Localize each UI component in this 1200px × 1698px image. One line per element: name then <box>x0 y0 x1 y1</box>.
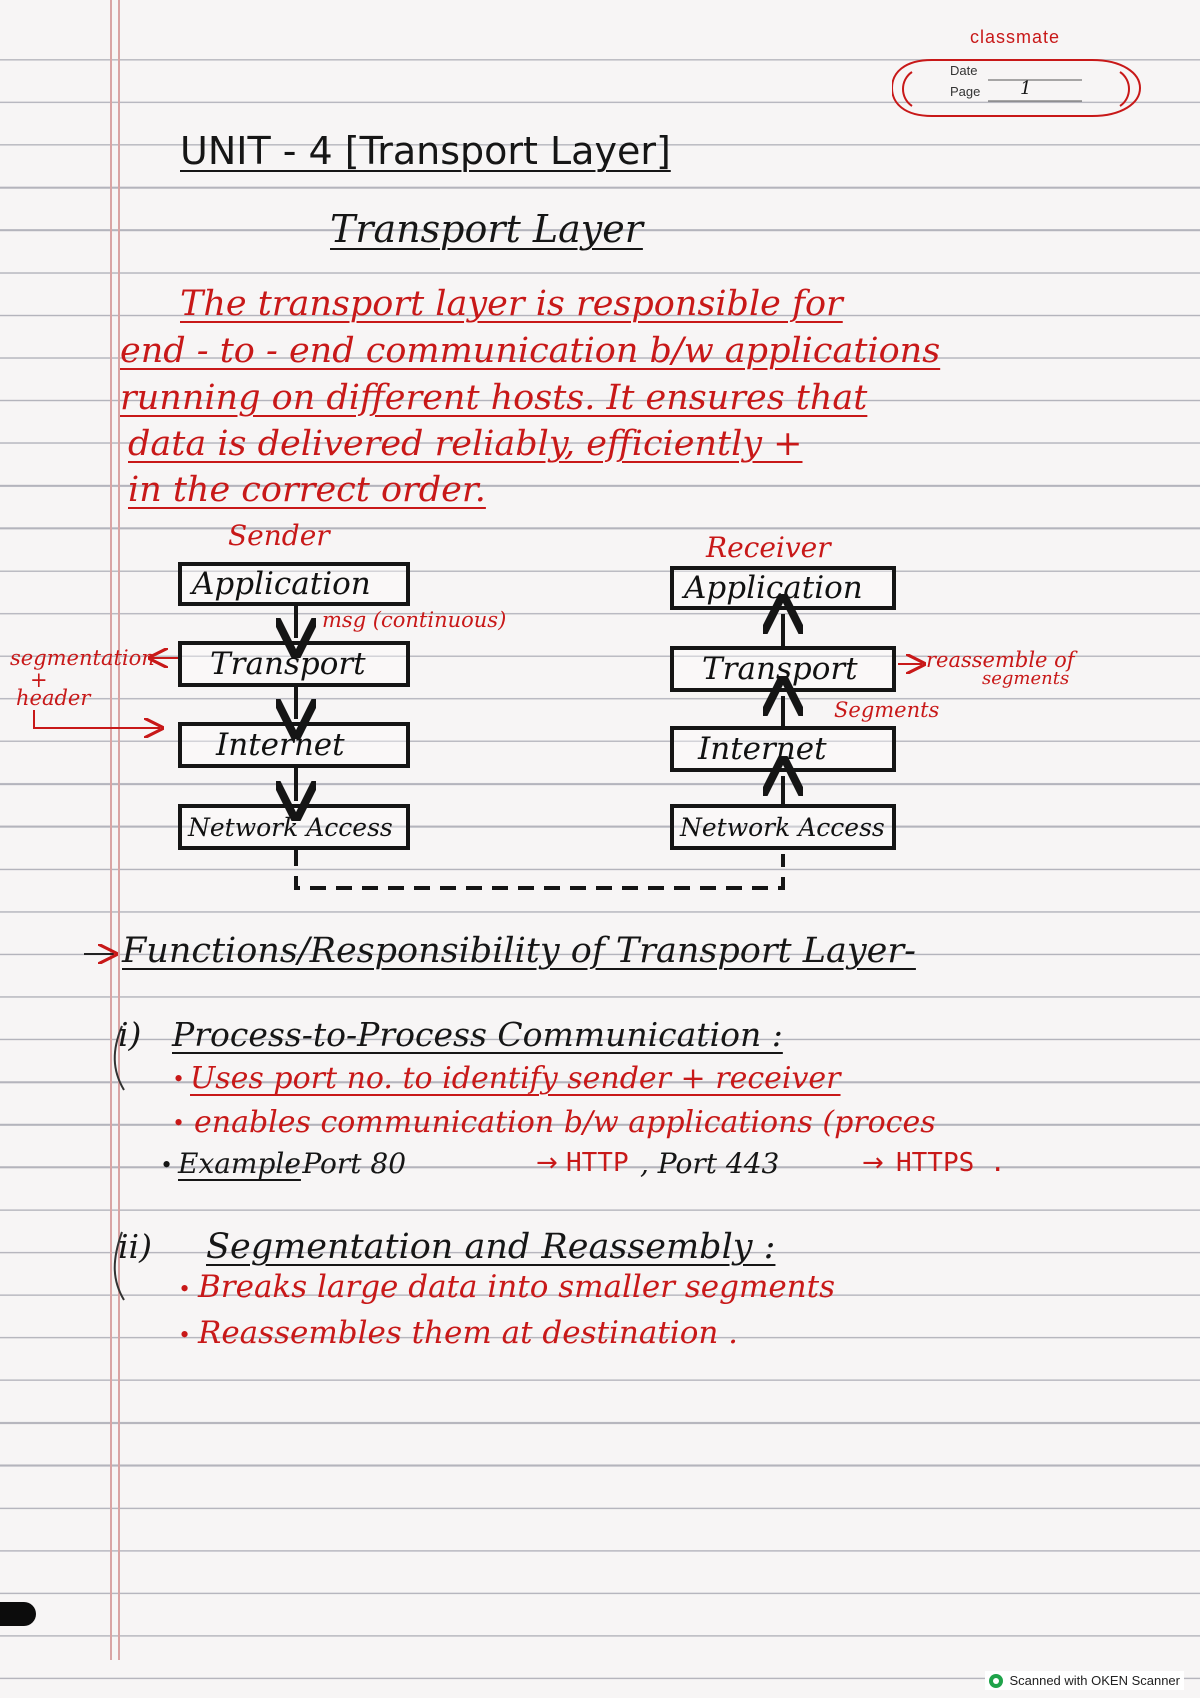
classmate-logo <box>892 28 1142 118</box>
date-label: Date <box>950 63 978 78</box>
section-title: Process-to-Process Communication : <box>172 1015 783 1054</box>
right-arrow-icon: → <box>536 1148 558 1178</box>
bullet-text: Breaks large data into smaller segments <box>198 1269 836 1305</box>
section-number: ii) <box>118 1227 152 1266</box>
sender-internet-layer: Internet <box>178 722 410 768</box>
scanner-text: Scanned with OKEN Scanner <box>1009 1673 1180 1688</box>
intro-line: data is delivered reliably, efficiently + <box>128 424 803 464</box>
example-separator: , Port 443 <box>640 1147 780 1180</box>
section-title: Segmentation and Reassembly : <box>206 1227 776 1267</box>
intro-line: end - to - end communication b/w applications <box>120 331 941 371</box>
page-heading: Transport Layer <box>330 207 643 251</box>
segments-note: Segments <box>834 698 940 722</box>
receiver-internet-layer: Internet <box>670 726 896 772</box>
page-number: 1 <box>1020 78 1032 99</box>
sender-application-layer: Application <box>178 562 410 606</box>
functions-heading: Functions/Responsibility of Transport Layer- <box>122 931 916 971</box>
sender-network-access-layer: Network Access <box>178 804 410 850</box>
intro-line: running on different hosts. It ensures that <box>120 378 868 418</box>
example-http: HTTP <box>566 1148 629 1178</box>
right-arrow-icon: → <box>862 1148 884 1178</box>
segmentation-note: segmentation <box>10 646 155 670</box>
receiver-label: Receiver <box>706 531 831 564</box>
sender-label: Sender <box>228 519 330 552</box>
example-text: : Port 80 <box>284 1147 407 1180</box>
margin-line <box>110 0 112 1660</box>
plus-note: + <box>30 668 48 692</box>
msg-note: msg (continuous) <box>322 608 507 632</box>
brand-name: classmate <box>970 27 1061 47</box>
section-number: i) <box>118 1015 142 1054</box>
receiver-transport-layer: Transport <box>670 646 896 692</box>
header-note: header <box>16 686 91 710</box>
reassemble-note: reassemble of <box>926 648 1075 672</box>
bullet-text: Reassembles them at destination . <box>198 1315 739 1351</box>
example-label: Example <box>178 1147 301 1180</box>
intro-line: in the correct order. <box>128 470 486 510</box>
bullet-text: Uses port no. to identify sender + receiver <box>190 1061 841 1096</box>
bullet-dot: • <box>174 1064 184 1093</box>
sender-transport-layer: Transport <box>178 641 410 687</box>
brand-frame-icon <box>892 28 1142 118</box>
receiver-application-layer: Application <box>670 566 896 610</box>
binder-clip <box>0 1602 36 1626</box>
bullet-dot: • <box>180 1274 190 1303</box>
bullet-dot: • <box>180 1320 190 1349</box>
bullet-dot: • <box>174 1108 184 1137</box>
scanner-logo-icon <box>989 1674 1003 1688</box>
scanner-watermark <box>985 1671 1184 1690</box>
unit-title: UNIT - 4 [Transport Layer] <box>180 129 671 173</box>
reassemble-note: segments <box>982 668 1070 689</box>
intro-line: The transport layer is responsible for <box>180 284 843 324</box>
bullet-dot: • <box>162 1150 172 1179</box>
bullet-text: enables communication b/w applications (proces <box>194 1105 936 1140</box>
receiver-network-access-layer: Network Access <box>670 804 896 850</box>
right-arrow-icon <box>34 710 160 728</box>
example-https: HTTPS . <box>896 1148 1006 1178</box>
margin-line <box>118 0 120 1660</box>
page-label: Page <box>950 84 981 99</box>
dashed-link <box>296 850 783 888</box>
